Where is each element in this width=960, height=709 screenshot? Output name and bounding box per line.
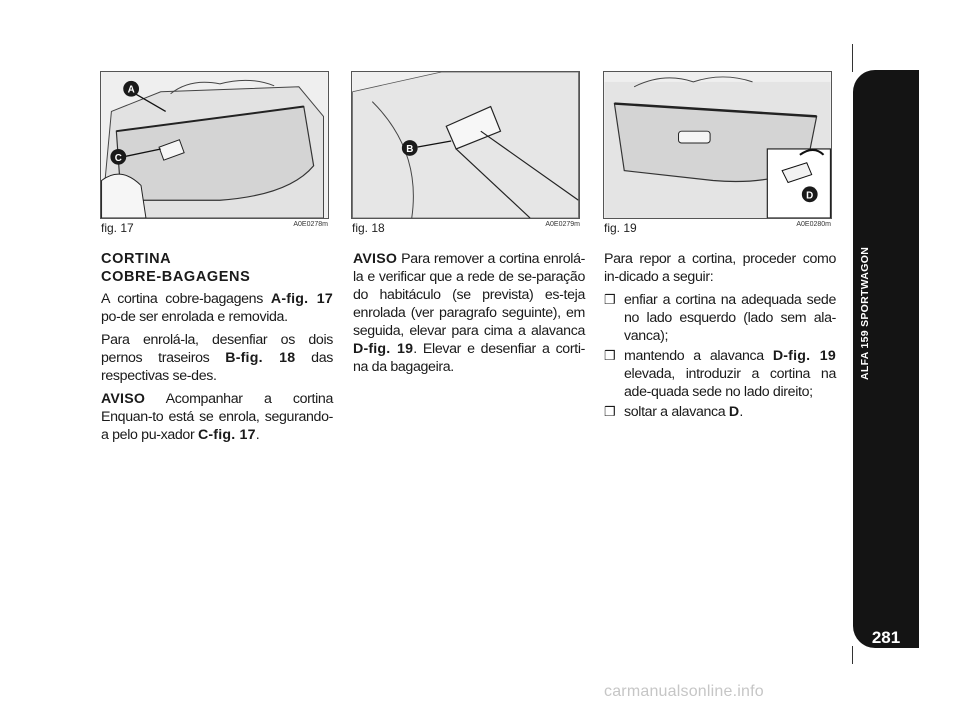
page-number: 281 xyxy=(871,628,901,647)
figure-18-drawing xyxy=(352,72,579,218)
section-heading-line-1: CORTINA xyxy=(101,251,172,267)
checkbox-bullet-icon: ❒ xyxy=(604,404,616,419)
figure-17-code: A0E0278m xyxy=(293,221,328,228)
figure-reference: D-fig. 19 xyxy=(772,348,836,364)
figure-19-drawing xyxy=(604,72,831,218)
callout-d-label: D xyxy=(806,190,814,202)
section-heading-line-2: COBRE-BAGAGENS xyxy=(101,269,251,285)
text-column-2 xyxy=(353,250,585,381)
callout-b-label: B xyxy=(406,143,414,155)
figure-17-drawing xyxy=(101,72,328,218)
paragraph-3: AVISO Acompanhar a cortina Enquan-to está se enrola, segurando-a pelo pu-xador C-fig. 17. xyxy=(101,391,333,443)
checkbox-bullet-icon: ❒ xyxy=(604,348,616,363)
paragraph-4: AVISO Para remover a cortina enrolá-la e verificar que a rede de se-paração do habitáculo (se prevista) es-teja enrolada (ver paragrafo seguinte), em seguida, elevar para cima a alavanca D-fig. 19. Elevar e desenfiar a corti-na da bagageira. xyxy=(353,251,585,375)
figure-reference: C-fig. 17 xyxy=(197,427,256,443)
section-heading xyxy=(101,250,333,286)
paragraph-1: A cortina cobre-bagagens A-fig. 17 po-de ser enrolada e removida. xyxy=(101,291,333,325)
callout-a-label: A xyxy=(127,84,135,96)
figure-19-caption: fig. 19 xyxy=(604,221,637,235)
list-item: ❒ soltar a alavanca D. xyxy=(604,404,743,420)
callout-c-label: C xyxy=(114,152,122,164)
paragraph-5: Para repor a cortina, proceder como in-dicado a seguir: xyxy=(604,251,836,285)
checkbox-bullet-icon: ❒ xyxy=(604,292,616,307)
edge-line-top xyxy=(852,44,853,72)
text-column-1 xyxy=(101,250,333,449)
warning-label: AVISO xyxy=(353,251,398,267)
figure-19-code: A0E0280m xyxy=(796,221,831,228)
figure-reference: A-fig. 17 xyxy=(270,291,333,307)
figure-17-image xyxy=(100,71,329,219)
watermark-text: carmanualsonline.info xyxy=(604,683,764,700)
text-column-3 xyxy=(604,250,836,423)
figure-18-caption: fig. 18 xyxy=(352,221,385,235)
edge-line-bottom xyxy=(852,646,853,664)
list-item: ❒ enfiar a cortina na adequada sede no lado esquerdo (lado sem ala-vanca); xyxy=(604,292,836,344)
side-tab-title: ALFA 159 SPORTWAGON xyxy=(859,246,871,380)
figure-19-image xyxy=(603,71,832,219)
figure-18-image xyxy=(351,71,580,219)
warning-label: AVISO xyxy=(101,391,146,407)
list-item: ❒ mantendo a alavanca D-fig. 19 elevada, introduzir a cortina na ade-quada sede no lado direito; xyxy=(604,348,836,400)
figure-18-code: A0E0279m xyxy=(545,221,580,228)
instruction-list xyxy=(604,291,836,421)
figure-17-caption: fig. 17 xyxy=(101,221,134,235)
figure-reference: D xyxy=(728,404,740,420)
paragraph-2: Para enrolá-la, desenfiar os dois pernos traseiros B-fig. 18 das respectivas se-des. xyxy=(101,332,333,384)
figure-reference: B-fig. 18 xyxy=(225,350,296,366)
figure-reference: D-fig. 19 xyxy=(353,341,414,357)
